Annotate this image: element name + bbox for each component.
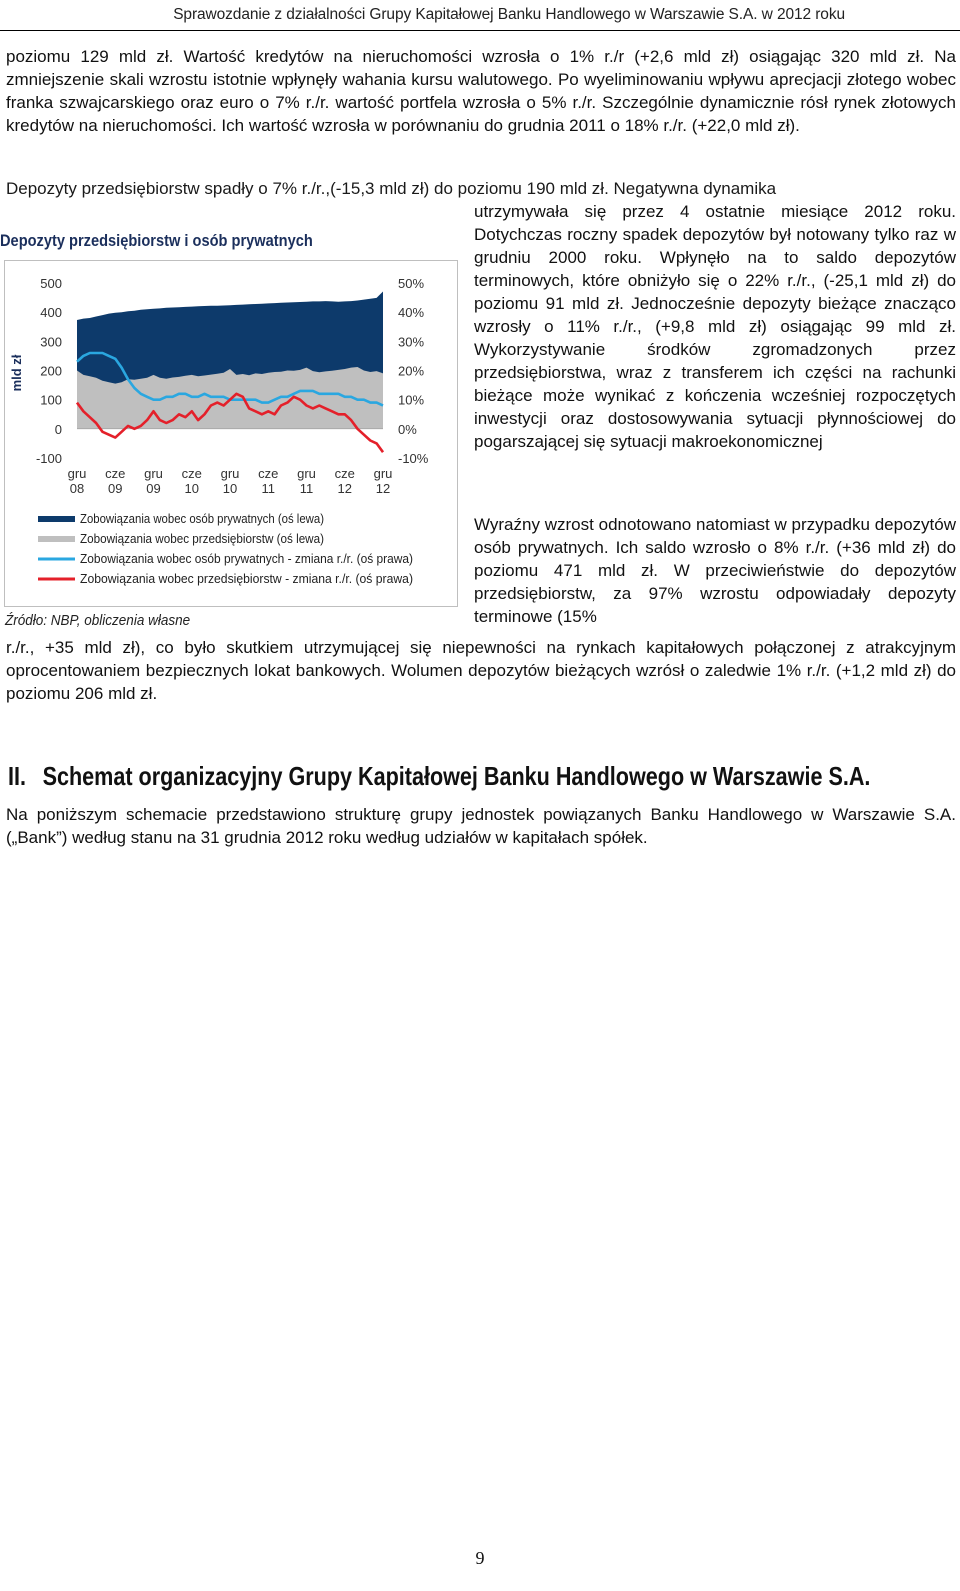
legend-label: Zobowiązania wobec osób prywatnych - zmiana r./r. (oś prawa) — [80, 552, 413, 566]
x-tick-label: gru — [144, 466, 163, 481]
legend-label: Zobowiązania wobec osób prywatnych (oś lewa) — [80, 512, 324, 526]
chart-svg — [5, 261, 457, 606]
x-tick-label: 11 — [299, 481, 314, 496]
left-tick-label: 400 — [40, 305, 62, 321]
section-title: Schemat organizacyjny Grupy Kapitałowej Banku Handlowego w Warszawie S.A. — [42, 761, 871, 791]
page-number: 9 — [475, 1548, 485, 1568]
left-tick-label: -100 — [35, 451, 62, 466]
right-tick-label: 0% — [398, 421, 417, 437]
left-tick-label: 200 — [40, 363, 62, 379]
x-tick-label: 10 — [184, 481, 199, 496]
bottom-paragraph: r./r., +35 mld zł), co było skutkiem utrzymującej się niepewności na rynkach kapitałowych połączonej z atrakcyjnym oprocentowaniem bezpiecznych lokat bankowych. Wolumen depozytów bieżących wzrósł o zaledwie 1% r./r. (+1,2 mld zł) do poziomu 206 mld zł. — [6, 638, 956, 703]
right-tick-label: 30% — [398, 334, 425, 350]
deposits-first-line — [6, 177, 938, 200]
right-column-paragraph-1: utrzymywała się przez 4 ostatnie miesiące 2012 roku. Dotychczas roczny spadek depozytów był notowany tylko raz w grudniu 2000 roku. Wpłynęło na to saldo depozytów terminowych, które obniżyło się o 22% r./r., (-25,1 mld zł) do poziomu 91 mld zł. Jednocześnie depozyty bieżące znacząco wzrosły o 11% r./r., (+9,8 mld zł) osiągając 99 mld zł. Wykorzystywanie środków zgromadzonych przez przedsiębiorstwa, wraz z transferem ich części na rachunki bieżące może wynikać z kończenia wcześniej rozpoczętych inwestycji oraz dostosowywania sytuacji płynnościowej do pogarszającej się sytuacji makroekonomicznej — [474, 202, 956, 451]
x-tick-label: cze — [105, 466, 126, 481]
legend-label: Zobowiązania wobec przedsiębiorstw - zmiana r./r. (oś prawa) — [80, 572, 413, 586]
header-title: Sprawozdanie z działalności Grupy Kapitałowej Banku Handlowego w Warszawie S.A. w 2012 roku — [173, 6, 845, 23]
left-tick-label: 300 — [40, 334, 62, 350]
left-tick-label: 500 — [40, 276, 62, 291]
section-number: II. — [8, 761, 26, 791]
x-tick-label: 12 — [375, 481, 391, 496]
chart-title: Depozyty przedsiębiorstw i osób prywatnych — [0, 231, 313, 250]
right-tick-label: 50% — [398, 276, 425, 291]
x-tick-label: 12 — [337, 481, 352, 496]
section-paragraph: Na poniższym schemacie przedstawiono strukturę grupy jednostek powiązanych Banku Handlowego w Warszawie S.A. („Bank”) według stanu na 31 grudnia 2012 roku według udziałów w kapitałach spółek. — [6, 805, 956, 847]
x-tick-label: cze — [258, 466, 279, 481]
x-tick-label: gru — [67, 466, 87, 481]
left-tick-label: 100 — [40, 392, 62, 408]
right-tick-label: 40% — [398, 305, 425, 321]
top-paragraph: poziomu 129 mld zł. Wartość kredytów na nieruchomości wzrosła o 1% r./r (+2,6 mld zł) osiągając 320 mld zł. Na zmniejszenie skali wzrostu istotnie wpłynęły wahania kursu walutowego. Po wyeliminowaniu wpływu aprecjacji złotego wobec franka szwajcarskiego oraz euro o 7% r./r. wartość portfela wzrosła o 5% r./r. Szczególnie dynamicznie rósł rynek złotowych kredytów na nieruchomości. Ich wartość wzrosła w porównaniu do grudnia 2011 o 18% r./r. (+22,0 mld zł). — [6, 47, 956, 135]
x-tick-label: cze — [334, 466, 355, 481]
page-header — [0, 0, 960, 31]
x-tick-label: gru — [297, 466, 316, 481]
x-tick-label: 10 — [222, 481, 238, 496]
left-tick-label: 0 — [54, 421, 62, 437]
right-tick-label: 20% — [398, 363, 425, 379]
x-tick-label: 09 — [146, 481, 161, 496]
chart-source: Źródło: NBP, obliczenia własne — [5, 612, 191, 629]
deposits-chart — [4, 260, 458, 607]
x-tick-label: 08 — [69, 481, 85, 496]
x-tick-label: 11 — [261, 481, 275, 496]
y-axis-label: mld zł — [9, 354, 24, 392]
right-column-paragraph-2: Wyraźny wzrost odnotowano natomiast w przypadku depozytów osób prywatnych. Ich saldo wzrosło o 8% r./r. (+36 mld zł) do poziomu 471 mld zł. W przeciwieństwie do depozytów przedsiębiorstw, za 97% wzrostu odpowiadały depozyty terminowe (15% — [474, 515, 956, 626]
x-tick-label: gru — [220, 466, 240, 481]
right-tick-label: -10% — [398, 451, 429, 466]
legend-label: Zobowiązania wobec przedsiębiorstw (oś lewa) — [80, 532, 324, 546]
deposits-first-line-text: Depozyty przedsiębiorstw spadły o 7% r./r.,(-15,3 mld zł) do poziomu 190 mld zł. Negatywna dynamika — [6, 179, 777, 198]
x-tick-label: gru — [373, 466, 393, 481]
right-tick-label: 10% — [398, 392, 425, 408]
x-tick-label: 09 — [108, 481, 123, 496]
section-heading — [8, 761, 870, 792]
x-tick-label: cze — [181, 466, 202, 481]
